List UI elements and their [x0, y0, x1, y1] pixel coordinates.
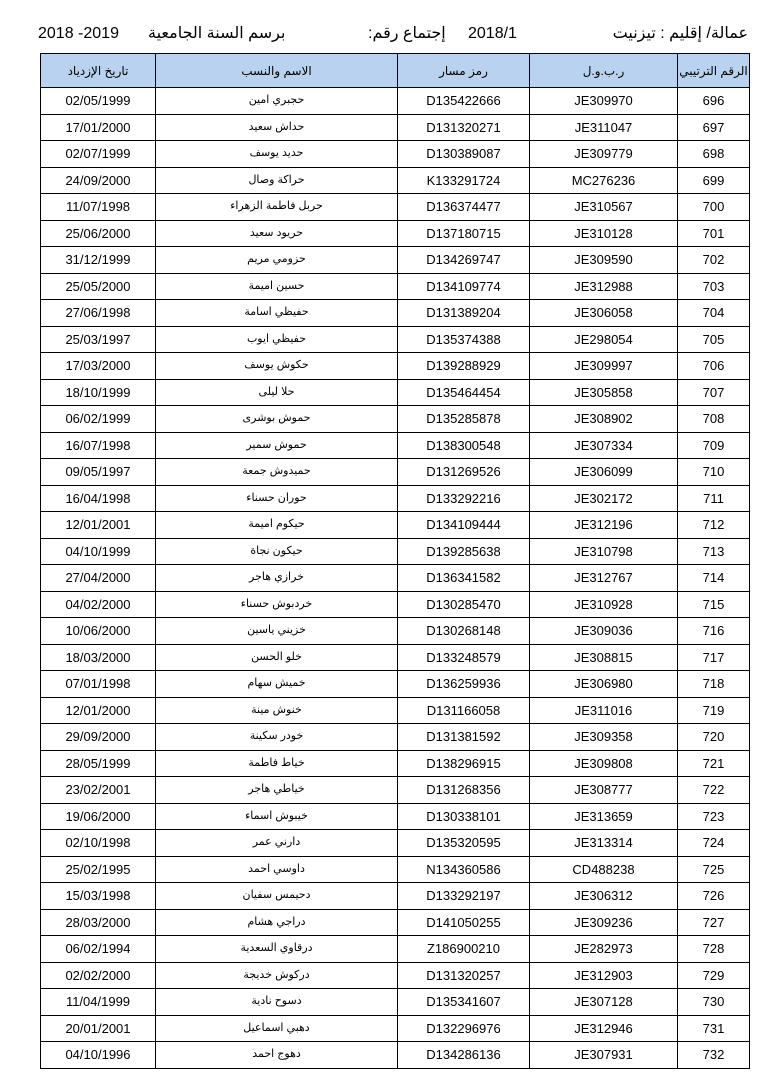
- cell-serial: 724: [678, 830, 750, 857]
- cell-birthdate: 12/01/2001: [41, 512, 156, 539]
- cell-name: حلا ليلى: [156, 379, 398, 406]
- cell-serial: 726: [678, 883, 750, 910]
- cell-serial: 696: [678, 88, 750, 115]
- cell-serial: 715: [678, 591, 750, 618]
- cell-cin: JE312196: [530, 512, 678, 539]
- cell-serial: 701: [678, 220, 750, 247]
- cell-cin: JE309997: [530, 353, 678, 380]
- cell-massar: D135464454: [398, 379, 530, 406]
- cell-name: حزومي مريم: [156, 247, 398, 274]
- table-row: [41, 406, 750, 433]
- cell-serial: 720: [678, 724, 750, 751]
- table-row: [41, 591, 750, 618]
- table-row: [41, 114, 750, 141]
- cell-name: حفيظي اسامة: [156, 300, 398, 327]
- cell-cin: JE307128: [530, 989, 678, 1016]
- cell-massar: D130285470: [398, 591, 530, 618]
- table-row: [41, 220, 750, 247]
- cell-serial: 705: [678, 326, 750, 353]
- cell-cin: JE308777: [530, 777, 678, 804]
- table-row: [41, 247, 750, 274]
- cell-massar: K133291724: [398, 167, 530, 194]
- cell-massar: D131268356: [398, 777, 530, 804]
- cell-cin: JE313314: [530, 830, 678, 857]
- table-row: [41, 671, 750, 698]
- cell-name: دسوح نادية: [156, 989, 398, 1016]
- cell-serial: 718: [678, 671, 750, 698]
- cell-massar: D141050255: [398, 909, 530, 936]
- cell-massar: D135374388: [398, 326, 530, 353]
- cell-massar: D136341582: [398, 565, 530, 592]
- cell-serial: 732: [678, 1042, 750, 1069]
- cell-cin: JE309358: [530, 724, 678, 751]
- cell-birthdate: 09/05/1997: [41, 459, 156, 486]
- table-row: [41, 777, 750, 804]
- cell-name: خياطي هاجر: [156, 777, 398, 804]
- cell-name: دراجي هشام: [156, 909, 398, 936]
- cell-cin: JE308902: [530, 406, 678, 433]
- cell-cin: JE309970: [530, 88, 678, 115]
- session-label: إجتماع رقم:: [368, 25, 446, 42]
- cell-name: دهبي اسماعيل: [156, 1015, 398, 1042]
- cell-birthdate: 16/04/1998: [41, 485, 156, 512]
- cell-massar: D131320257: [398, 962, 530, 989]
- column-header-birthdate: تاريخ الإزدياد: [41, 54, 156, 88]
- cell-name: دركوش خديجة: [156, 962, 398, 989]
- academic-year-label: برسم السنة الجامعية: [148, 25, 286, 42]
- cell-name: حموش سمير: [156, 432, 398, 459]
- cell-massar: D135422666: [398, 88, 530, 115]
- cell-name: دهوج احمد: [156, 1042, 398, 1069]
- cell-massar: D130268148: [398, 618, 530, 645]
- table-row: [41, 194, 750, 221]
- cell-name: داوسي احمد: [156, 856, 398, 883]
- cell-cin: JE305858: [530, 379, 678, 406]
- cell-massar: D139288929: [398, 353, 530, 380]
- cell-name: خودر سكينة: [156, 724, 398, 751]
- cell-name: خنوش مينة: [156, 697, 398, 724]
- cell-massar: D131166058: [398, 697, 530, 724]
- table-row: [41, 300, 750, 327]
- cell-birthdate: 02/10/1998: [41, 830, 156, 857]
- cell-birthdate: 23/02/2001: [41, 777, 156, 804]
- table-row: [41, 326, 750, 353]
- cell-cin: JE309779: [530, 141, 678, 168]
- session-number: 2018/1: [468, 25, 517, 42]
- cell-serial: 714: [678, 565, 750, 592]
- cell-massar: D132296976: [398, 1015, 530, 1042]
- cell-serial: 698: [678, 141, 750, 168]
- cell-cin: JE312903: [530, 962, 678, 989]
- cell-massar: N134360586: [398, 856, 530, 883]
- cell-serial: 700: [678, 194, 750, 221]
- cell-massar: D136374477: [398, 194, 530, 221]
- cell-name: خياط فاطمة: [156, 750, 398, 777]
- cell-cin: JE309036: [530, 618, 678, 645]
- academic-year-range: 2018 -2019: [38, 25, 119, 42]
- cell-serial: 721: [678, 750, 750, 777]
- cell-serial: 729: [678, 962, 750, 989]
- cell-serial: 704: [678, 300, 750, 327]
- table-row: [41, 909, 750, 936]
- cell-birthdate: 28/03/2000: [41, 909, 156, 936]
- cell-serial: 716: [678, 618, 750, 645]
- cell-serial: 712: [678, 512, 750, 539]
- cell-birthdate: 25/03/1997: [41, 326, 156, 353]
- table-row: [41, 883, 750, 910]
- cell-birthdate: 28/05/1999: [41, 750, 156, 777]
- cell-massar: D139285638: [398, 538, 530, 565]
- cell-massar: D133248579: [398, 644, 530, 671]
- cell-massar: D131269526: [398, 459, 530, 486]
- table-row: [41, 538, 750, 565]
- cell-name: خيبوش اسماء: [156, 803, 398, 830]
- cell-cin: JE306058: [530, 300, 678, 327]
- cell-birthdate: 18/10/1999: [41, 379, 156, 406]
- cell-cin: JE306980: [530, 671, 678, 698]
- table-row: [41, 989, 750, 1016]
- table-row: [41, 273, 750, 300]
- cell-name: خلو الحسن: [156, 644, 398, 671]
- cell-serial: 706: [678, 353, 750, 380]
- table-row: [41, 432, 750, 459]
- cell-birthdate: 25/06/2000: [41, 220, 156, 247]
- cell-birthdate: 27/04/2000: [41, 565, 156, 592]
- table-row: [41, 803, 750, 830]
- cell-name: خميش سهام: [156, 671, 398, 698]
- cell-massar: D133292216: [398, 485, 530, 512]
- cell-serial: 717: [678, 644, 750, 671]
- cell-cin: JE307334: [530, 432, 678, 459]
- cell-serial: 730: [678, 989, 750, 1016]
- cell-cin: JE312988: [530, 273, 678, 300]
- cell-birthdate: 18/03/2000: [41, 644, 156, 671]
- cell-massar: D134109774: [398, 273, 530, 300]
- cell-name: حيكون نجاة: [156, 538, 398, 565]
- cell-birthdate: 02/05/1999: [41, 88, 156, 115]
- student-roster-table: [40, 53, 750, 1069]
- table-row: [41, 565, 750, 592]
- cell-cin: JE306099: [530, 459, 678, 486]
- table-row: [41, 856, 750, 883]
- cell-name: حربل فاطمة الزهراء: [156, 194, 398, 221]
- cell-massar: D131320271: [398, 114, 530, 141]
- column-header-massar: رمز مسار: [398, 54, 530, 88]
- cell-name: خردبوش حسناء: [156, 591, 398, 618]
- table-row: [41, 962, 750, 989]
- cell-cin: JE312767: [530, 565, 678, 592]
- cell-cin: JE310928: [530, 591, 678, 618]
- cell-name: حسين اميمة: [156, 273, 398, 300]
- cell-cin: JE313659: [530, 803, 678, 830]
- cell-serial: 707: [678, 379, 750, 406]
- cell-massar: D135320595: [398, 830, 530, 857]
- cell-birthdate: 20/01/2001: [41, 1015, 156, 1042]
- cell-birthdate: 19/06/2000: [41, 803, 156, 830]
- table-row: [41, 936, 750, 963]
- cell-birthdate: 04/10/1996: [41, 1042, 156, 1069]
- cell-massar: D135285878: [398, 406, 530, 433]
- cell-birthdate: 06/02/1999: [41, 406, 156, 433]
- cell-cin: MC276236: [530, 167, 678, 194]
- cell-serial: 697: [678, 114, 750, 141]
- cell-serial: 725: [678, 856, 750, 883]
- cell-name: حفيظي ايوب: [156, 326, 398, 353]
- table-row: [41, 459, 750, 486]
- cell-name: حموش بوشرى: [156, 406, 398, 433]
- cell-name: حريود سعيد: [156, 220, 398, 247]
- cell-serial: 699: [678, 167, 750, 194]
- cell-massar: D134286136: [398, 1042, 530, 1069]
- table-row: [41, 379, 750, 406]
- cell-birthdate: 17/01/2000: [41, 114, 156, 141]
- table-row: [41, 141, 750, 168]
- cell-birthdate: 24/09/2000: [41, 167, 156, 194]
- cell-cin: JE307931: [530, 1042, 678, 1069]
- cell-birthdate: 31/12/1999: [41, 247, 156, 274]
- cell-massar: D137180715: [398, 220, 530, 247]
- cell-birthdate: 11/04/1999: [41, 989, 156, 1016]
- cell-serial: 709: [678, 432, 750, 459]
- table-row: [41, 512, 750, 539]
- cell-serial: 723: [678, 803, 750, 830]
- cell-birthdate: 25/02/1995: [41, 856, 156, 883]
- table-row: [41, 1042, 750, 1069]
- cell-cin: JE312946: [530, 1015, 678, 1042]
- table-row: [41, 750, 750, 777]
- cell-cin: JE309590: [530, 247, 678, 274]
- table-row: [41, 167, 750, 194]
- column-header-serial: الرقم الترتيبي: [678, 54, 750, 88]
- cell-name: حيكوم اميمة: [156, 512, 398, 539]
- cell-cin: JE310567: [530, 194, 678, 221]
- column-header-name: الاسم والنسب: [156, 54, 398, 88]
- cell-serial: 711: [678, 485, 750, 512]
- cell-birthdate: 04/10/1999: [41, 538, 156, 565]
- cell-massar: D131381592: [398, 724, 530, 751]
- cell-massar: D130389087: [398, 141, 530, 168]
- cell-birthdate: 17/03/2000: [41, 353, 156, 380]
- cell-cin: JE309236: [530, 909, 678, 936]
- table-row: [41, 830, 750, 857]
- table-row: [41, 485, 750, 512]
- cell-cin: JE310128: [530, 220, 678, 247]
- cell-name: دارني عمر: [156, 830, 398, 857]
- table-row: [41, 618, 750, 645]
- table-row: [41, 697, 750, 724]
- cell-massar: D135341607: [398, 989, 530, 1016]
- cell-name: حراكة وصال: [156, 167, 398, 194]
- cell-name: حداش سعيد: [156, 114, 398, 141]
- cell-cin: JE302172: [530, 485, 678, 512]
- cell-cin: JE298054: [530, 326, 678, 353]
- cell-name: خرازي هاجر: [156, 565, 398, 592]
- cell-massar: D134109444: [398, 512, 530, 539]
- cell-name: خزيني ياسين: [156, 618, 398, 645]
- cell-cin: JE309808: [530, 750, 678, 777]
- cell-serial: 727: [678, 909, 750, 936]
- cell-birthdate: 10/06/2000: [41, 618, 156, 645]
- cell-serial: 708: [678, 406, 750, 433]
- cell-massar: Z186900210: [398, 936, 530, 963]
- cell-cin: JE311047: [530, 114, 678, 141]
- table-body: [41, 88, 750, 1069]
- cell-serial: 731: [678, 1015, 750, 1042]
- cell-cin: JE311016: [530, 697, 678, 724]
- cell-cin: JE282973: [530, 936, 678, 963]
- cell-cin: CD488238: [530, 856, 678, 883]
- table-row: [41, 1015, 750, 1042]
- cell-massar: D138296915: [398, 750, 530, 777]
- cell-name: حكوش يوسف: [156, 353, 398, 380]
- table-row: [41, 644, 750, 671]
- cell-serial: 702: [678, 247, 750, 274]
- cell-name: حديد يوسف: [156, 141, 398, 168]
- column-header-cin: ر.ب.و.ل: [530, 54, 678, 88]
- cell-massar: D133292197: [398, 883, 530, 910]
- cell-birthdate: 12/01/2000: [41, 697, 156, 724]
- cell-massar: D138300548: [398, 432, 530, 459]
- cell-birthdate: 02/07/1999: [41, 141, 156, 168]
- cell-serial: 703: [678, 273, 750, 300]
- cell-birthdate: 29/09/2000: [41, 724, 156, 751]
- cell-massar: D134269747: [398, 247, 530, 274]
- cell-birthdate: 07/01/1998: [41, 671, 156, 698]
- table-header-row: [41, 54, 750, 88]
- cell-birthdate: 27/06/1998: [41, 300, 156, 327]
- cell-name: درقاوي السعدية: [156, 936, 398, 963]
- cell-name: دحيمس سفيان: [156, 883, 398, 910]
- cell-name: حوران حسناء: [156, 485, 398, 512]
- cell-birthdate: 15/03/1998: [41, 883, 156, 910]
- cell-serial: 710: [678, 459, 750, 486]
- cell-name: حجبري امين: [156, 88, 398, 115]
- cell-massar: D136259936: [398, 671, 530, 698]
- table-row: [41, 353, 750, 380]
- cell-name: حميدوش جمعة: [156, 459, 398, 486]
- cell-serial: 713: [678, 538, 750, 565]
- cell-birthdate: 11/07/1998: [41, 194, 156, 221]
- region-label: عمالة/ إقليم : تيزنيت: [612, 25, 748, 42]
- page-header: [38, 22, 748, 46]
- cell-birthdate: 04/02/2000: [41, 591, 156, 618]
- cell-serial: 728: [678, 936, 750, 963]
- cell-birthdate: 16/07/1998: [41, 432, 156, 459]
- cell-massar: D131389204: [398, 300, 530, 327]
- cell-cin: JE310798: [530, 538, 678, 565]
- cell-birthdate: 06/02/1994: [41, 936, 156, 963]
- table-row: [41, 724, 750, 751]
- cell-serial: 722: [678, 777, 750, 804]
- cell-serial: 719: [678, 697, 750, 724]
- cell-massar: D130338101: [398, 803, 530, 830]
- cell-cin: JE308815: [530, 644, 678, 671]
- table-row: [41, 88, 750, 115]
- cell-cin: JE306312: [530, 883, 678, 910]
- cell-birthdate: 25/05/2000: [41, 273, 156, 300]
- cell-birthdate: 02/02/2000: [41, 962, 156, 989]
